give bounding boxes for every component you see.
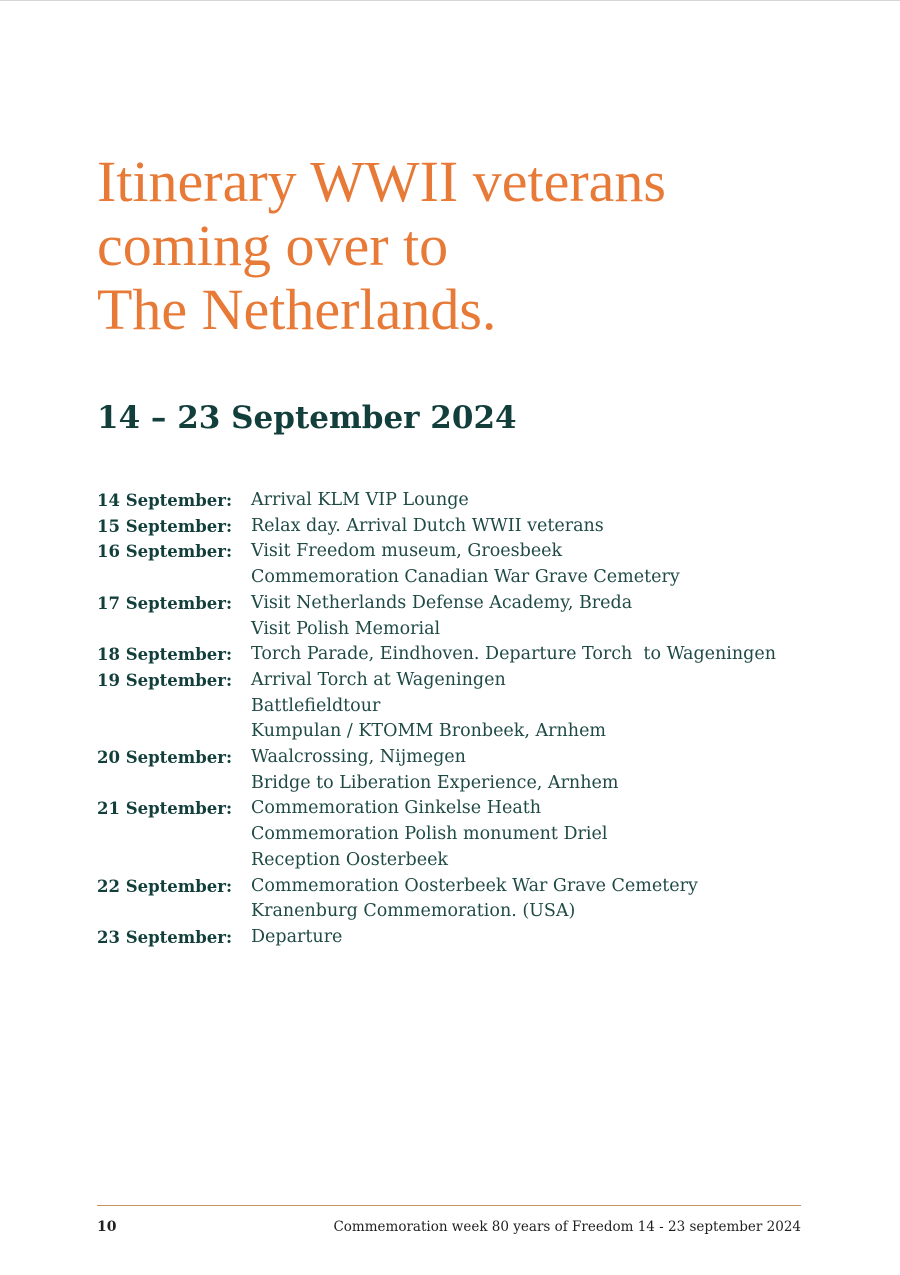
event-item: Arrival KLM VIP Lounge <box>251 490 469 510</box>
day-events <box>251 874 817 925</box>
itinerary-day <box>97 514 817 540</box>
itinerary-day <box>97 796 817 873</box>
day-events <box>251 539 817 590</box>
event-item: Visit Polish Memorial <box>251 618 441 639</box>
itinerary-day <box>97 668 817 745</box>
page-title-line: Itinerary WWII veterans <box>97 149 666 214</box>
itinerary-day <box>97 642 817 668</box>
itinerary-day <box>97 925 817 951</box>
day-label: 22 September: <box>97 876 233 896</box>
page-title <box>97 150 857 342</box>
day-label: 16 September: <box>97 542 233 562</box>
day-label: 19 September: <box>97 670 233 690</box>
day-label: 20 September: <box>97 748 233 768</box>
event-item: Visit Freedom museum, Groesbeek <box>251 541 563 562</box>
page-number: 10 <box>97 1219 117 1235</box>
day-events <box>251 925 817 951</box>
page-title-line: coming over to <box>97 213 449 278</box>
footer-divider <box>97 1205 801 1206</box>
day-label: 23 September: <box>97 927 233 947</box>
day-events <box>251 796 817 873</box>
event-item: Commemoration Polish monument Driel <box>251 824 608 845</box>
itinerary-list <box>97 488 817 951</box>
day-label: 15 September: <box>97 516 233 536</box>
event-item: Kumpulan / KTOMM Bronbeek, Arnhem <box>251 721 607 742</box>
itinerary-day <box>97 745 817 796</box>
event-item: Arrival Torch at Wageningen <box>251 669 506 690</box>
event-item: Torch Parade, Eindhoven. Departure Torch to Wageningen <box>251 644 776 665</box>
event-item: Kranenburg Commemoration. (USA) <box>251 901 576 922</box>
day-label: 14 September: <box>97 491 233 510</box>
itinerary-day <box>97 488 817 514</box>
page-title-line: The Netherlands. <box>97 277 497 342</box>
date-range-heading: 14 – 23 September 2024 <box>97 400 517 436</box>
itinerary-day <box>97 591 817 642</box>
day-events <box>251 488 817 514</box>
event-item: Battlefieldtour <box>251 695 381 716</box>
day-label: 17 September: <box>97 593 233 613</box>
event-item: Departure <box>251 926 343 947</box>
event-item: Commemoration Canadian War Grave Cemetery <box>251 567 680 588</box>
event-item: Commemoration Ginkelse Heath <box>251 798 542 819</box>
itinerary-day <box>97 539 817 590</box>
day-events <box>251 745 817 796</box>
footer-text: Commemoration week 80 years of Freedom 14 - 23 september 2024 <box>333 1219 801 1235</box>
event-item: Commemoration Oosterbeek War Grave Cemetery <box>251 875 698 896</box>
day-events <box>251 514 817 540</box>
day-label: 18 September: <box>97 645 233 665</box>
day-label: 21 September: <box>97 799 233 819</box>
event-item: Reception Oosterbeek <box>251 849 449 870</box>
top-divider <box>0 0 900 1</box>
event-item: Visit Netherlands Defense Academy, Breda <box>251 592 633 613</box>
day-events <box>251 668 817 745</box>
day-events <box>251 591 817 642</box>
event-item: Relax day. Arrival Dutch WWII veterans <box>251 515 604 536</box>
event-item: Bridge to Liberation Experience, Arnhem <box>251 772 619 793</box>
day-events <box>251 642 817 668</box>
itinerary-day <box>97 874 817 925</box>
event-item: Waalcrossing, Nijmegen <box>251 747 466 768</box>
